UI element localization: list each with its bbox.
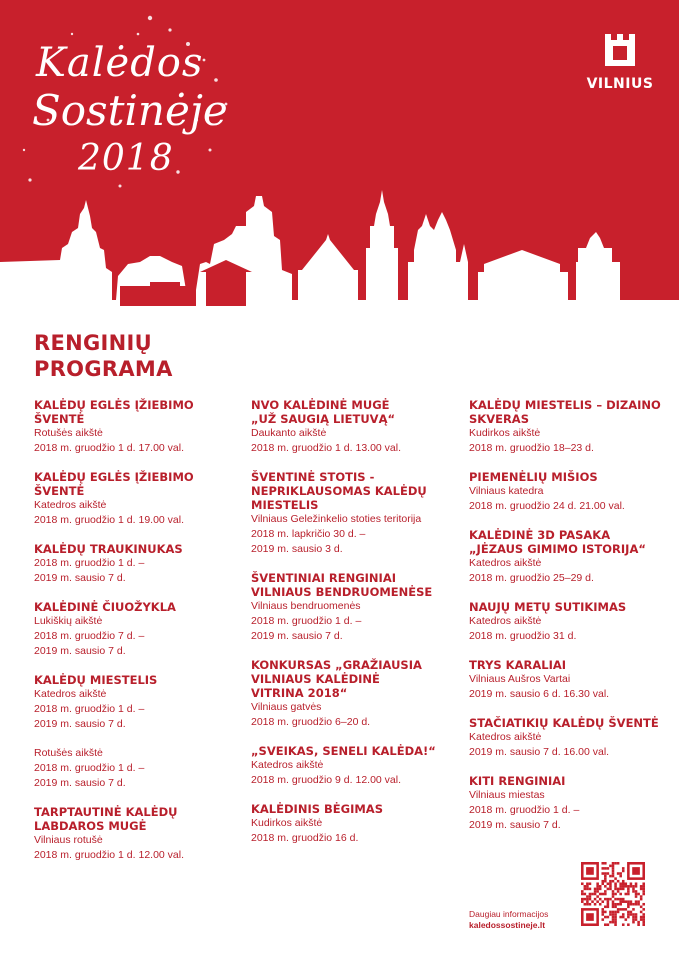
event-place: Katedros aikštė <box>34 499 107 511</box>
event-title: NVO KALĖDINĖ MUGĖ <box>251 398 390 412</box>
event-place: Katedros aikštė <box>469 731 542 743</box>
event-title: „SVEIKAS, SENELI KALĖDA!“ <box>251 744 436 758</box>
event-date: 2018 m. gruodžio 1 d. – <box>469 804 580 816</box>
event-date: 2019 m. sausio 7 d. <box>34 645 126 657</box>
event-place: Daukanto aikštė <box>251 427 327 439</box>
event-item <box>469 716 679 760</box>
event-title: PIEMENĖLIŲ MIŠIOS <box>469 470 598 484</box>
event-title: STAČIATIKIŲ KALĖDŲ ŠVENTĖ <box>469 716 659 730</box>
event-date: 2018 m. gruodžio 6–20 d. <box>251 716 371 728</box>
event-item <box>469 600 679 644</box>
event-item <box>34 398 244 456</box>
more-info-label: Daugiau informacijos <box>469 909 549 919</box>
event-title: KALĖDŲ MIESTELIS <box>34 673 158 687</box>
city-name: VILNIUS <box>586 76 654 92</box>
event-title: ŠVENTĖ <box>34 412 85 426</box>
qr-code-icon[interactable] <box>581 862 645 926</box>
event-title: NEPRIKLAUSOMAS KALĖDŲ <box>251 484 427 498</box>
event-date: 2019 m. sausio 7 d. <box>34 572 126 584</box>
events-column-1 <box>34 398 244 877</box>
event-item <box>469 398 679 456</box>
event-item <box>34 542 244 586</box>
event-date: 2018 m. gruodžio 1 d. – <box>34 703 145 715</box>
event-item <box>469 528 679 586</box>
event-title: „JĖZAUS GIMIMO ISTORIJA“ <box>469 542 646 556</box>
event-date: 2018 m. gruodžio 9 d. 12.00 val. <box>251 774 402 786</box>
event-item <box>34 673 244 732</box>
event-item <box>251 658 456 730</box>
event-item <box>34 600 244 659</box>
event-place: Katedros aikštė <box>469 615 542 627</box>
event-place: Rotušės aikštė <box>34 427 103 439</box>
event-date: 2018 m. gruodžio 1 d. – <box>251 615 362 627</box>
event-item <box>251 398 456 456</box>
event-title: KALĖDŲ MIESTELIS – DIZAINO <box>469 398 661 412</box>
tower-icon <box>603 30 637 70</box>
festival-logo-line2: Sostinėje <box>32 86 228 135</box>
event-date: 2019 m. sausio 7 d. <box>34 777 126 789</box>
events-column-3 <box>469 398 679 847</box>
event-date: 2018 m. gruodžio 16 d. <box>251 832 359 844</box>
event-date: 2018 m. gruodžio 25–29 d. <box>469 572 594 584</box>
festival-logo-line1: Kalėdos <box>36 40 204 86</box>
program-title-line1: RENGINIŲ <box>34 331 152 355</box>
event-title: „UŽ SAUGIĄ LIETUVĄ“ <box>251 412 396 426</box>
event-item <box>34 746 244 791</box>
event-date: 2018 m. gruodžio 1 d. 19.00 val. <box>34 514 185 526</box>
event-title: KONKURSAS „GRAŽIAUSIA <box>251 658 422 672</box>
event-title: KALĖDINĖ ČIUOŽYKLA <box>34 600 176 614</box>
event-date: 2018 m. lapkričio 30 d. – <box>251 528 366 540</box>
event-title: ŠVENTINIAI RENGINIAI <box>251 571 397 585</box>
program-title <box>34 330 173 382</box>
event-item <box>469 774 679 833</box>
event-place: Katedros aikštė <box>469 557 542 569</box>
event-place: Vilniaus katedra <box>469 485 544 497</box>
event-title: KALĖDŲ EGLĖS ĮŽIEBIMO <box>34 398 194 412</box>
event-date: 2018 m. gruodžio 1 d. – <box>34 557 145 569</box>
event-title: TARPTAUTINĖ KALĖDŲ <box>34 805 178 819</box>
event-item <box>34 470 244 528</box>
event-place: Vilniaus gatvės <box>251 701 322 713</box>
event-title: NAUJŲ METŲ SUTIKIMAS <box>469 600 627 614</box>
event-item <box>251 744 456 788</box>
event-title: KALĖDINĖ 3D PASAKA <box>469 528 611 542</box>
event-item <box>251 802 456 846</box>
events-column-2 <box>251 398 456 860</box>
event-item <box>469 658 679 702</box>
event-place: Vilniaus miestas <box>469 789 545 801</box>
festival-logo-year: 2018 <box>78 138 174 179</box>
event-date: 2019 m. sausio 7 d. <box>34 718 126 730</box>
event-place: Vilniaus rotušė <box>34 834 103 846</box>
event-date: 2019 m. sausio 7 d. 16.00 val. <box>469 746 610 758</box>
event-place: Vilniaus Aušros Vartai <box>469 673 571 685</box>
event-date: 2019 m. sausio 7 d. <box>469 819 561 831</box>
event-date: 2019 m. sausio 7 d. <box>251 630 343 642</box>
event-title: VILNIAUS BENDRUOMENĖSE <box>251 585 433 599</box>
event-date: 2019 m. sausio 6 d. 16.30 val. <box>469 688 610 700</box>
event-title: KALĖDŲ TRAUKINUKAS <box>34 542 183 556</box>
event-title: KALĖDŲ EGLĖS ĮŽIEBIMO <box>34 470 194 484</box>
more-info-link[interactable]: kaledossostineje.lt <box>469 920 546 930</box>
event-title: SKVERAS <box>469 412 529 426</box>
event-date: 2019 m. sausio 3 d. <box>251 543 343 555</box>
more-info <box>469 909 548 931</box>
event-place: Vilniaus Geležinkelio stoties teritorija <box>251 513 422 525</box>
event-date: 2018 m. gruodžio 18–23 d. <box>469 442 594 454</box>
event-title: MIESTELIS <box>251 498 319 512</box>
event-place: Katedros aikštė <box>34 688 107 700</box>
event-date: 2018 m. gruodžio 1 d. 13.00 val. <box>251 442 402 454</box>
event-title: ŠVENTINĖ STOTIS - <box>251 470 375 484</box>
event-date: 2018 m. gruodžio 1 d. – <box>34 762 145 774</box>
event-date: 2018 m. gruodžio 1 d. 12.00 val. <box>34 849 185 861</box>
event-place: Vilniaus bendruomenės <box>251 600 361 612</box>
city-brand <box>584 30 656 92</box>
event-title: TRYS KARALIAI <box>469 658 567 672</box>
program-title-line2: PROGRAMA <box>34 357 173 381</box>
event-place: Katedros aikštė <box>251 759 324 771</box>
event-place: Kudirkos aikštė <box>469 427 541 439</box>
event-item <box>251 470 456 557</box>
event-place: Kudirkos aikštė <box>251 817 323 829</box>
event-date: 2018 m. gruodžio 7 d. – <box>34 630 145 642</box>
event-title: ŠVENTĖ <box>34 484 85 498</box>
event-date: 2018 m. gruodžio 1 d. 17.00 val. <box>34 442 185 454</box>
event-place: Rotušės aikštė <box>34 747 103 759</box>
event-title: VILNIAUS KALĖDINĖ <box>251 672 380 686</box>
event-title: VITRINA 2018“ <box>251 686 348 700</box>
event-item <box>251 571 456 644</box>
event-item <box>469 470 679 514</box>
event-title: LABDAROS MUGĖ <box>34 819 147 833</box>
event-date: 2018 m. gruodžio 24 d. 21.00 val. <box>469 500 625 512</box>
event-date: 2018 m. gruodžio 31 d. <box>469 630 577 642</box>
event-title: KITI RENGINIAI <box>469 774 566 788</box>
event-place: Lukiškių aikštė <box>34 615 103 627</box>
event-item <box>34 805 244 863</box>
event-title: KALĖDINIS BĖGIMAS <box>251 802 383 816</box>
